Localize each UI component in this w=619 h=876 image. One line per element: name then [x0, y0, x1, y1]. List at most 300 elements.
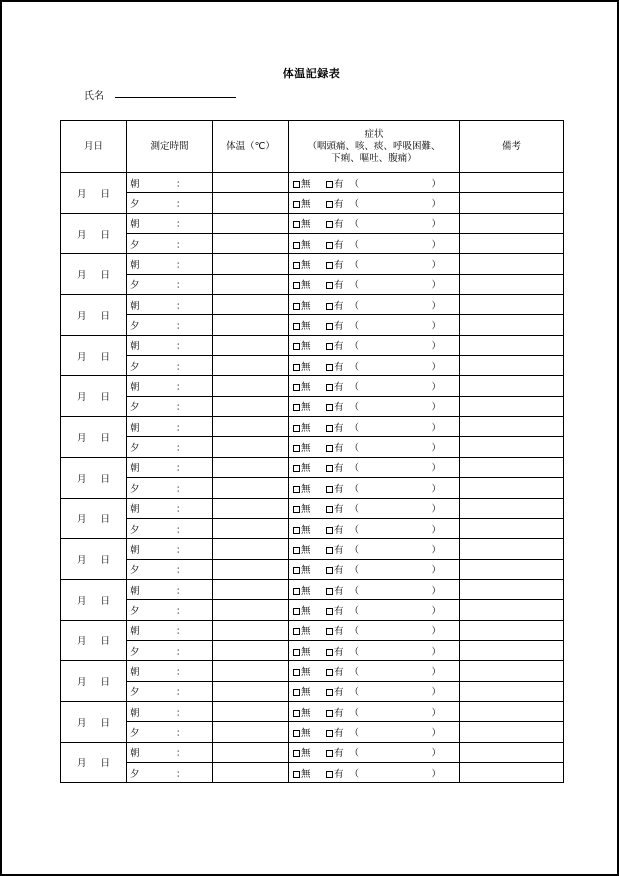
table-row-morning [61, 620, 564, 640]
temperature-cell[interactable] [213, 417, 289, 437]
notes-cell[interactable] [460, 274, 564, 294]
temperature-cell[interactable] [213, 640, 289, 660]
option-yes[interactable] [326, 769, 344, 780]
option-yes-label: 有 [334, 422, 344, 434]
notes-cell[interactable] [460, 254, 564, 274]
temperature-cell[interactable] [213, 213, 289, 233]
time-cell-morning[interactable] [127, 295, 213, 315]
option-none[interactable] [293, 379, 326, 393]
date-cell[interactable] [61, 742, 127, 783]
option-none[interactable] [293, 684, 326, 698]
option-yes[interactable] [326, 728, 344, 739]
temperature-cell[interactable] [213, 315, 289, 335]
time-colon: ： [176, 219, 186, 231]
temperature-cell[interactable] [213, 478, 289, 498]
table-row-evening [61, 356, 564, 376]
option-none[interactable] [293, 705, 326, 719]
date-day-label: 日 [100, 310, 111, 322]
time-colon: ： [176, 239, 186, 251]
option-none[interactable] [293, 766, 326, 780]
checkbox-none[interactable] [293, 181, 300, 188]
option-yes-label: 有 [334, 565, 344, 577]
checkbox-yes[interactable] [326, 649, 333, 656]
date-cell[interactable] [61, 376, 127, 417]
time-cell-evening[interactable] [127, 356, 213, 376]
checkbox-yes[interactable] [326, 221, 333, 228]
date-month-label: 月 [76, 473, 87, 485]
time-cell-evening[interactable] [127, 559, 213, 579]
checkbox-yes[interactable] [326, 282, 333, 289]
time-evening-label: 夕 [130, 321, 140, 333]
checkbox-none[interactable] [293, 303, 300, 310]
name-field-line[interactable] [115, 97, 236, 98]
table-row-morning [61, 701, 564, 721]
date-cell[interactable] [61, 620, 127, 661]
option-none[interactable] [293, 583, 326, 597]
option-yes[interactable] [326, 525, 344, 536]
option-yes[interactable] [326, 362, 344, 373]
checkbox-none[interactable] [293, 506, 300, 513]
notes-cell[interactable] [460, 661, 564, 681]
option-yes[interactable] [326, 240, 344, 251]
checkbox-yes[interactable] [326, 506, 333, 513]
date-month-label: 月 [76, 270, 87, 282]
time-cell-morning[interactable] [127, 539, 213, 559]
checkbox-none[interactable] [293, 527, 300, 534]
notes-cell[interactable] [460, 193, 564, 213]
paren-close: ） [431, 626, 442, 638]
temperature-cell[interactable] [213, 518, 289, 538]
checkbox-none[interactable] [293, 323, 300, 330]
notes-cell[interactable] [460, 579, 564, 599]
time-morning-label: 朝 [130, 463, 140, 475]
option-none[interactable] [293, 298, 326, 312]
notes-cell[interactable] [460, 396, 564, 416]
date-month-label: 月 [76, 188, 87, 200]
time-morning-label: 朝 [130, 382, 140, 394]
header-date: 月日 [61, 121, 127, 173]
temperature-cell[interactable] [213, 173, 289, 193]
date-cell[interactable] [61, 173, 127, 214]
checkbox-yes[interactable] [326, 730, 333, 737]
checkbox-yes[interactable] [326, 262, 333, 269]
time-evening-label: 夕 [130, 280, 140, 292]
table-row-evening [61, 478, 564, 498]
checkbox-none[interactable] [293, 221, 300, 228]
checkbox-yes[interactable] [326, 445, 333, 452]
option-none[interactable] [293, 277, 326, 291]
table-row-evening [61, 559, 564, 579]
time-colon: ： [176, 524, 186, 536]
option-yes[interactable] [326, 606, 344, 617]
time-cell-evening[interactable] [127, 640, 213, 660]
checkbox-yes[interactable] [326, 364, 333, 371]
checkbox-yes[interactable] [326, 689, 333, 696]
notes-cell[interactable] [460, 315, 564, 335]
option-yes[interactable] [326, 484, 344, 495]
header-temperature: 体温（℃） [213, 121, 289, 173]
checkbox-none[interactable] [293, 201, 300, 208]
table-row-evening [61, 234, 564, 254]
paren-close: ） [431, 727, 442, 739]
notes-cell[interactable] [460, 762, 564, 782]
paren-open: （ [349, 565, 360, 577]
notes-cell[interactable] [460, 457, 564, 477]
symptom-cell [289, 722, 460, 742]
notes-cell[interactable] [460, 640, 564, 660]
paren-open: （ [349, 178, 360, 190]
symptom-cell [289, 559, 460, 579]
option-none-label: 無 [301, 382, 311, 394]
symptom-cell [289, 457, 460, 477]
paren-open: （ [349, 402, 360, 414]
option-yes[interactable] [326, 504, 344, 515]
checkbox-none[interactable] [293, 262, 300, 269]
checkbox-yes[interactable] [326, 465, 333, 472]
checkbox-yes[interactable] [326, 181, 333, 188]
option-none[interactable] [293, 542, 326, 556]
option-none[interactable] [293, 318, 326, 332]
checkbox-yes[interactable] [326, 323, 333, 330]
option-yes[interactable] [326, 280, 344, 291]
temperature-cell[interactable] [213, 335, 289, 355]
option-none-label: 無 [301, 666, 311, 678]
time-morning-label: 朝 [130, 748, 140, 760]
temperature-cell[interactable] [213, 681, 289, 701]
notes-cell[interactable] [460, 356, 564, 376]
time-cell-morning[interactable] [127, 579, 213, 599]
time-morning-label: 朝 [130, 626, 140, 638]
option-none[interactable] [293, 745, 326, 759]
time-cell-evening[interactable] [127, 478, 213, 498]
date-day-label: 日 [100, 351, 111, 363]
temperature-cell[interactable] [213, 356, 289, 376]
date-cell[interactable] [61, 661, 127, 702]
checkbox-yes[interactable] [326, 669, 333, 676]
checkbox-yes[interactable] [326, 201, 333, 208]
checkbox-yes[interactable] [326, 242, 333, 249]
symptom-cell [289, 661, 460, 681]
option-yes[interactable] [326, 708, 344, 719]
time-cell-evening[interactable] [127, 722, 213, 742]
checkbox-none[interactable] [293, 649, 300, 656]
checkbox-none[interactable] [293, 771, 300, 778]
notes-cell[interactable] [460, 173, 564, 193]
option-none[interactable] [293, 399, 326, 413]
date-cell[interactable] [61, 213, 127, 254]
notes-cell[interactable] [460, 600, 564, 620]
option-yes-label: 有 [334, 727, 344, 739]
checkbox-none[interactable] [293, 282, 300, 289]
checkbox-yes[interactable] [326, 425, 333, 432]
option-yes[interactable] [326, 260, 344, 271]
checkbox-none[interactable] [293, 628, 300, 635]
option-none[interactable] [293, 623, 326, 637]
date-cell[interactable] [61, 417, 127, 458]
time-cell-evening[interactable] [127, 681, 213, 701]
checkbox-none[interactable] [293, 343, 300, 350]
notes-cell[interactable] [460, 417, 564, 437]
temperature-cell[interactable] [213, 620, 289, 640]
option-yes[interactable] [326, 565, 344, 576]
option-none[interactable] [293, 522, 326, 536]
checkbox-yes[interactable] [326, 527, 333, 534]
temperature-cell[interactable] [213, 396, 289, 416]
temperature-cell[interactable] [213, 498, 289, 518]
paren-close: ） [431, 382, 442, 394]
checkbox-none[interactable] [293, 486, 300, 493]
symptom-cell [289, 356, 460, 376]
time-colon: ： [176, 443, 186, 455]
time-cell-morning[interactable] [127, 173, 213, 193]
checkbox-yes[interactable] [326, 547, 333, 554]
option-yes[interactable] [326, 179, 344, 190]
option-none[interactable] [293, 216, 326, 230]
option-none[interactable] [293, 257, 326, 271]
checkbox-yes[interactable] [326, 303, 333, 310]
notes-cell[interactable] [460, 701, 564, 721]
time-colon: ： [176, 199, 186, 211]
option-yes[interactable] [326, 301, 344, 312]
checkbox-none[interactable] [293, 710, 300, 717]
checkbox-none[interactable] [293, 364, 300, 371]
temperature-cell[interactable] [213, 234, 289, 254]
paren-open: （ [349, 361, 360, 373]
checkbox-yes[interactable] [326, 750, 333, 757]
checkbox-yes[interactable] [326, 710, 333, 717]
time-cell-morning[interactable] [127, 498, 213, 518]
checkbox-none[interactable] [293, 465, 300, 472]
notes-cell[interactable] [460, 376, 564, 396]
option-yes[interactable] [326, 443, 344, 454]
time-cell-morning[interactable] [127, 742, 213, 762]
time-cell-morning[interactable] [127, 417, 213, 437]
date-day-label: 日 [100, 717, 111, 729]
checkbox-none[interactable] [293, 730, 300, 737]
time-cell-evening[interactable] [127, 193, 213, 213]
option-yes[interactable] [326, 545, 344, 556]
notes-cell[interactable] [460, 620, 564, 640]
option-none[interactable] [293, 501, 326, 515]
time-cell-morning[interactable] [127, 620, 213, 640]
temperature-cell[interactable] [213, 661, 289, 681]
symptom-cell [289, 335, 460, 355]
option-yes[interactable] [326, 423, 344, 434]
option-yes[interactable] [326, 341, 344, 352]
time-cell-morning[interactable] [127, 376, 213, 396]
temperature-cell[interactable] [213, 579, 289, 599]
paren-open: （ [349, 748, 360, 760]
time-colon: ： [176, 483, 186, 495]
option-yes[interactable] [326, 199, 344, 210]
option-yes[interactable] [326, 321, 344, 332]
option-none[interactable] [293, 440, 326, 454]
checkbox-none[interactable] [293, 242, 300, 249]
paren-close: ） [431, 565, 442, 577]
option-none-label: 無 [301, 687, 311, 699]
checkbox-yes[interactable] [326, 608, 333, 615]
notes-cell[interactable] [460, 335, 564, 355]
notes-cell[interactable] [460, 539, 564, 559]
time-cell-morning[interactable] [127, 457, 213, 477]
table-row-evening [61, 600, 564, 620]
checkbox-yes[interactable] [326, 628, 333, 635]
notes-cell[interactable] [460, 498, 564, 518]
notes-cell[interactable] [460, 518, 564, 538]
time-evening-label: 夕 [130, 361, 140, 373]
time-cell-evening[interactable] [127, 437, 213, 457]
temperature-cell[interactable] [213, 701, 289, 721]
option-yes[interactable] [326, 463, 344, 474]
time-colon: ： [176, 422, 186, 434]
option-none[interactable] [293, 460, 326, 474]
paren-close: ） [431, 199, 442, 211]
option-yes[interactable] [326, 687, 344, 698]
option-yes[interactable] [326, 382, 344, 393]
option-yes-label: 有 [334, 605, 344, 617]
paren-close: ） [431, 402, 442, 414]
temperature-cell[interactable] [213, 437, 289, 457]
checkbox-none[interactable] [293, 608, 300, 615]
notes-cell[interactable] [460, 722, 564, 742]
time-evening-label: 夕 [130, 605, 140, 617]
date-cell[interactable] [61, 701, 127, 742]
option-none[interactable] [293, 237, 326, 251]
time-colon: ： [176, 544, 186, 556]
notes-cell[interactable] [460, 234, 564, 254]
date-cell[interactable] [61, 498, 127, 539]
paren-close: ） [431, 260, 442, 272]
option-none[interactable] [293, 420, 326, 434]
option-yes[interactable] [326, 219, 344, 230]
time-colon: ： [176, 280, 186, 292]
notes-cell[interactable] [460, 742, 564, 762]
option-yes[interactable] [326, 748, 344, 759]
option-none[interactable] [293, 725, 326, 739]
time-morning-label: 朝 [130, 219, 140, 231]
temperature-cell[interactable] [213, 274, 289, 294]
temperature-cell[interactable] [213, 539, 289, 559]
date-cell[interactable] [61, 295, 127, 336]
checkbox-yes[interactable] [326, 567, 333, 574]
time-cell-evening[interactable] [127, 762, 213, 782]
option-none[interactable] [293, 196, 326, 210]
notes-cell[interactable] [460, 213, 564, 233]
checkbox-yes[interactable] [326, 384, 333, 391]
option-none[interactable] [293, 644, 326, 658]
checkbox-none[interactable] [293, 445, 300, 452]
option-none-label: 無 [301, 727, 311, 739]
checkbox-none[interactable] [293, 384, 300, 391]
time-cell-morning[interactable] [127, 701, 213, 721]
temperature-cell[interactable] [213, 254, 289, 274]
checkbox-none[interactable] [293, 404, 300, 411]
checkbox-yes[interactable] [326, 404, 333, 411]
temperature-cell[interactable] [213, 722, 289, 742]
option-yes-label: 有 [334, 707, 344, 719]
checkbox-none[interactable] [293, 588, 300, 595]
option-none[interactable] [293, 562, 326, 576]
time-cell-morning[interactable] [127, 661, 213, 681]
option-yes[interactable] [326, 626, 344, 637]
date-cell[interactable] [61, 457, 127, 498]
notes-cell[interactable] [460, 559, 564, 579]
checkbox-yes[interactable] [326, 343, 333, 350]
date-cell[interactable] [61, 539, 127, 580]
time-morning-label: 朝 [130, 300, 140, 312]
option-yes[interactable] [326, 402, 344, 413]
time-cell-evening[interactable] [127, 315, 213, 335]
symptom-cell [289, 539, 460, 559]
option-none-label: 無 [301, 605, 311, 617]
temperature-cell[interactable] [213, 600, 289, 620]
time-cell-evening[interactable] [127, 600, 213, 620]
option-yes-label: 有 [334, 544, 344, 556]
checkbox-yes[interactable] [326, 486, 333, 493]
paren-open: （ [349, 707, 360, 719]
temperature-cell[interactable] [213, 457, 289, 477]
option-none[interactable] [293, 481, 326, 495]
temperature-cell[interactable] [213, 762, 289, 782]
symptom-cell [289, 681, 460, 701]
option-none[interactable] [293, 338, 326, 352]
temperature-cell[interactable] [213, 742, 289, 762]
notes-cell[interactable] [460, 437, 564, 457]
option-none-label: 無 [301, 443, 311, 455]
checkbox-yes[interactable] [326, 588, 333, 595]
checkbox-none[interactable] [293, 689, 300, 696]
option-yes[interactable] [326, 667, 344, 678]
option-none-label: 無 [301, 422, 311, 434]
checkbox-none[interactable] [293, 750, 300, 757]
temperature-cell[interactable] [213, 376, 289, 396]
option-yes-label: 有 [334, 199, 344, 211]
checkbox-yes[interactable] [326, 771, 333, 778]
date-cell[interactable] [61, 254, 127, 295]
option-none[interactable] [293, 664, 326, 678]
checkbox-none[interactable] [293, 425, 300, 432]
table-row-evening [61, 193, 564, 213]
option-none[interactable] [293, 359, 326, 373]
time-cell-evening[interactable] [127, 234, 213, 254]
time-cell-evening[interactable] [127, 274, 213, 294]
time-colon: ： [176, 565, 186, 577]
date-month-label: 月 [76, 229, 87, 241]
notes-cell[interactable] [460, 478, 564, 498]
checkbox-none[interactable] [293, 547, 300, 554]
time-cell-morning[interactable] [127, 335, 213, 355]
checkbox-none[interactable] [293, 567, 300, 574]
temperature-cell[interactable] [213, 193, 289, 213]
time-cell-morning[interactable] [127, 254, 213, 274]
time-cell-evening[interactable] [127, 518, 213, 538]
checkbox-none[interactable] [293, 669, 300, 676]
temperature-cell[interactable] [213, 559, 289, 579]
time-cell-evening[interactable] [127, 396, 213, 416]
notes-cell[interactable] [460, 295, 564, 315]
date-cell[interactable] [61, 579, 127, 620]
temperature-cell[interactable] [213, 295, 289, 315]
name-label: 氏名 [84, 91, 104, 102]
date-cell[interactable] [61, 335, 127, 376]
paren-close: ） [431, 687, 442, 699]
option-yes[interactable] [326, 586, 344, 597]
option-none[interactable] [293, 603, 326, 617]
time-cell-morning[interactable] [127, 213, 213, 233]
notes-cell[interactable] [460, 681, 564, 701]
option-none[interactable] [293, 176, 326, 190]
option-yes[interactable] [326, 647, 344, 658]
